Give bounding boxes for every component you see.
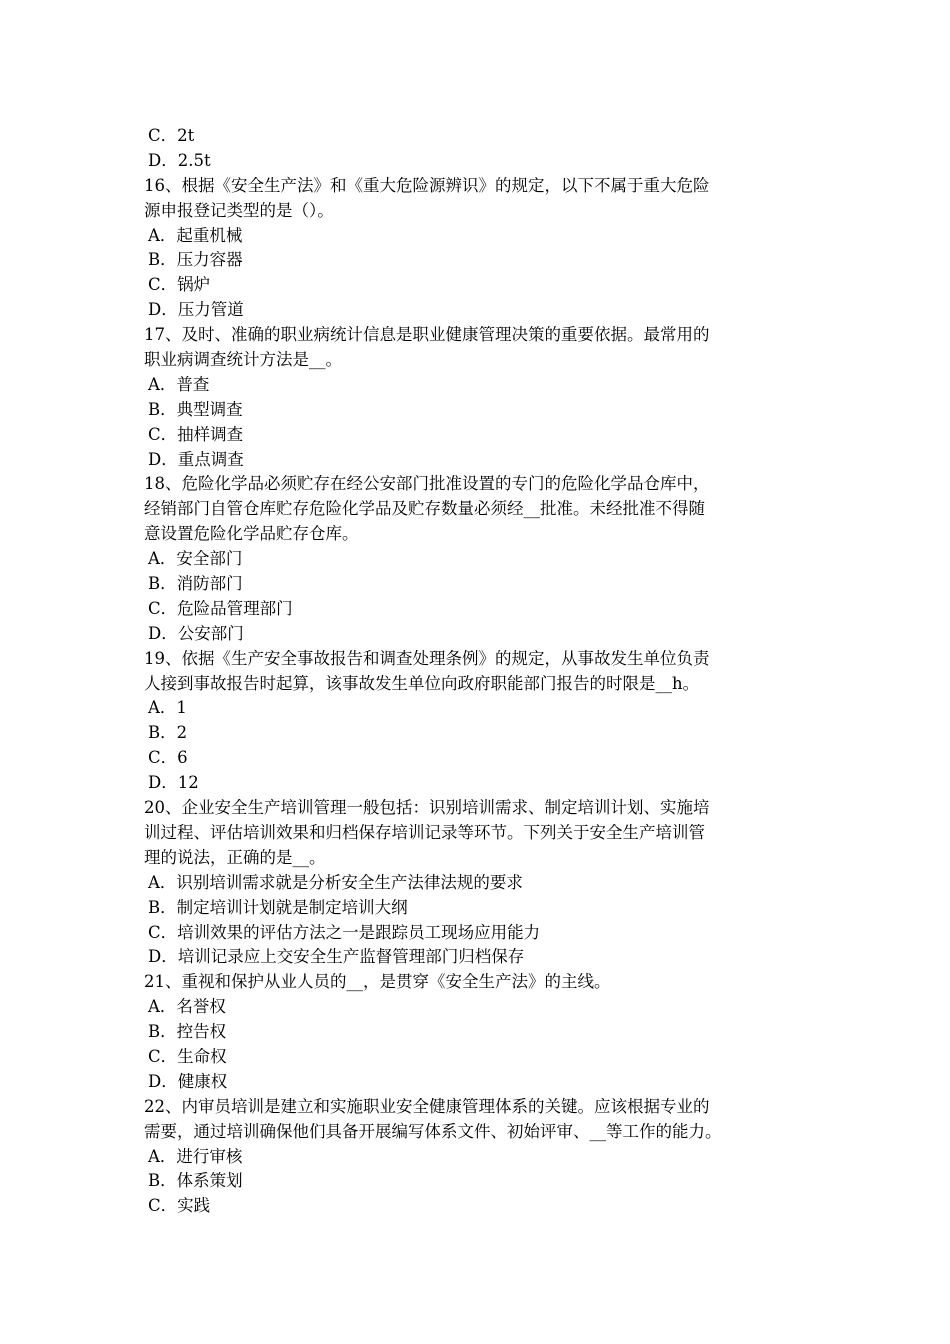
answer-option: C．培训效果的评估方法之一是跟踪员工现场应用能力 [148,922,541,942]
answer-option: D．公安部门 [148,623,244,643]
question-text-line: 22、内审员培训是建立和实施职业安全健康管理体系的关键。应该根据专业的 [144,1096,710,1116]
question-text-line: 意设置危险化学品贮存仓库。 [144,524,359,544]
answer-option: C．抽样调查 [148,424,244,444]
answer-option: D．2.5t [148,150,211,170]
answer-option: A．1 [148,698,187,718]
question-text-line: 源申报登记类型的是（）。 [144,200,334,220]
answer-option: D．重点调查 [148,449,244,469]
answer-option: B．典型调查 [148,399,243,419]
answer-option: A．安全部门 [148,549,243,569]
answer-option: A．名誉权 [148,997,226,1017]
question-text-line: 职业病调查统计方法是__。 [144,350,342,370]
question-text-line: 16、根据《安全生产法》和《重大危险源辨识》的规定，以下不属于重大危险 [144,175,710,195]
question-text-line: 人接到事故报告时起算，该事故发生单位向政府职能部门报告的时限是__h。 [144,673,700,693]
answer-option: B．控告权 [148,1022,227,1042]
answer-option: D．压力管道 [148,300,244,320]
answer-option: D．12 [148,773,199,793]
answer-option: A．进行审核 [148,1146,243,1166]
question-text-line: 20、企业安全生产培训管理一般包括：识别培训需求、制定培训计划、实施培 [144,798,710,818]
question-text-line: 经销部门自管仓库贮存危险化学品及贮存数量必须经__批准。未经批准不得随 [144,499,705,519]
answer-option: A．起重机械 [148,225,243,245]
answer-option: D．健康权 [148,1071,228,1091]
answer-option: C．生命权 [148,1046,227,1066]
answer-option: B．2 [148,723,188,743]
answer-option: D．培训记录应上交安全生产监督管理部门归档保存 [148,947,525,967]
answer-option: B．压力容器 [148,250,243,270]
answer-option: C．实践 [148,1196,211,1216]
answer-option: C．2t [148,126,195,145]
answer-option: A．识别培训需求就是分析安全生产法律法规的要求 [148,872,523,892]
answer-option: B．消防部门 [148,574,243,594]
answer-option: B．制定培训计划就是制定培训大纲 [148,897,408,917]
answer-option: A．普查 [148,374,210,394]
question-text-line: 17、及时、准确的职业病统计信息是职业健康管理决策的重要依据。最常用的 [144,325,710,345]
document-body [144,124,808,1219]
answer-option: C．锅炉 [148,275,211,295]
question-text-line: 21、重视和保护从业人员的__，是贯穿《安全生产法》的主线。 [144,972,611,992]
question-text-line: 需要，通过培训确保他们具备开展编写体系文件、初始评审、__等工作的能力。 [144,1121,722,1141]
question-text-line: 18、危险化学品必须贮存在经公安部门批准设置的专门的危险化学品仓库中， [144,474,710,494]
answer-option: B．体系策划 [148,1171,243,1191]
question-text-line: 19、依据《生产安全事故报告和调查处理条例》的规定，从事故发生单位负责 [144,648,710,668]
question-text-line: 理的说法，正确的是__。 [144,847,326,867]
question-text-line: 训过程、评估培训效果和归档保存培训记录等环节。下列关于安全生产培训管 [144,822,705,842]
answer-option: C．危险品管理部门 [148,598,293,618]
answer-option: C．6 [148,748,188,768]
